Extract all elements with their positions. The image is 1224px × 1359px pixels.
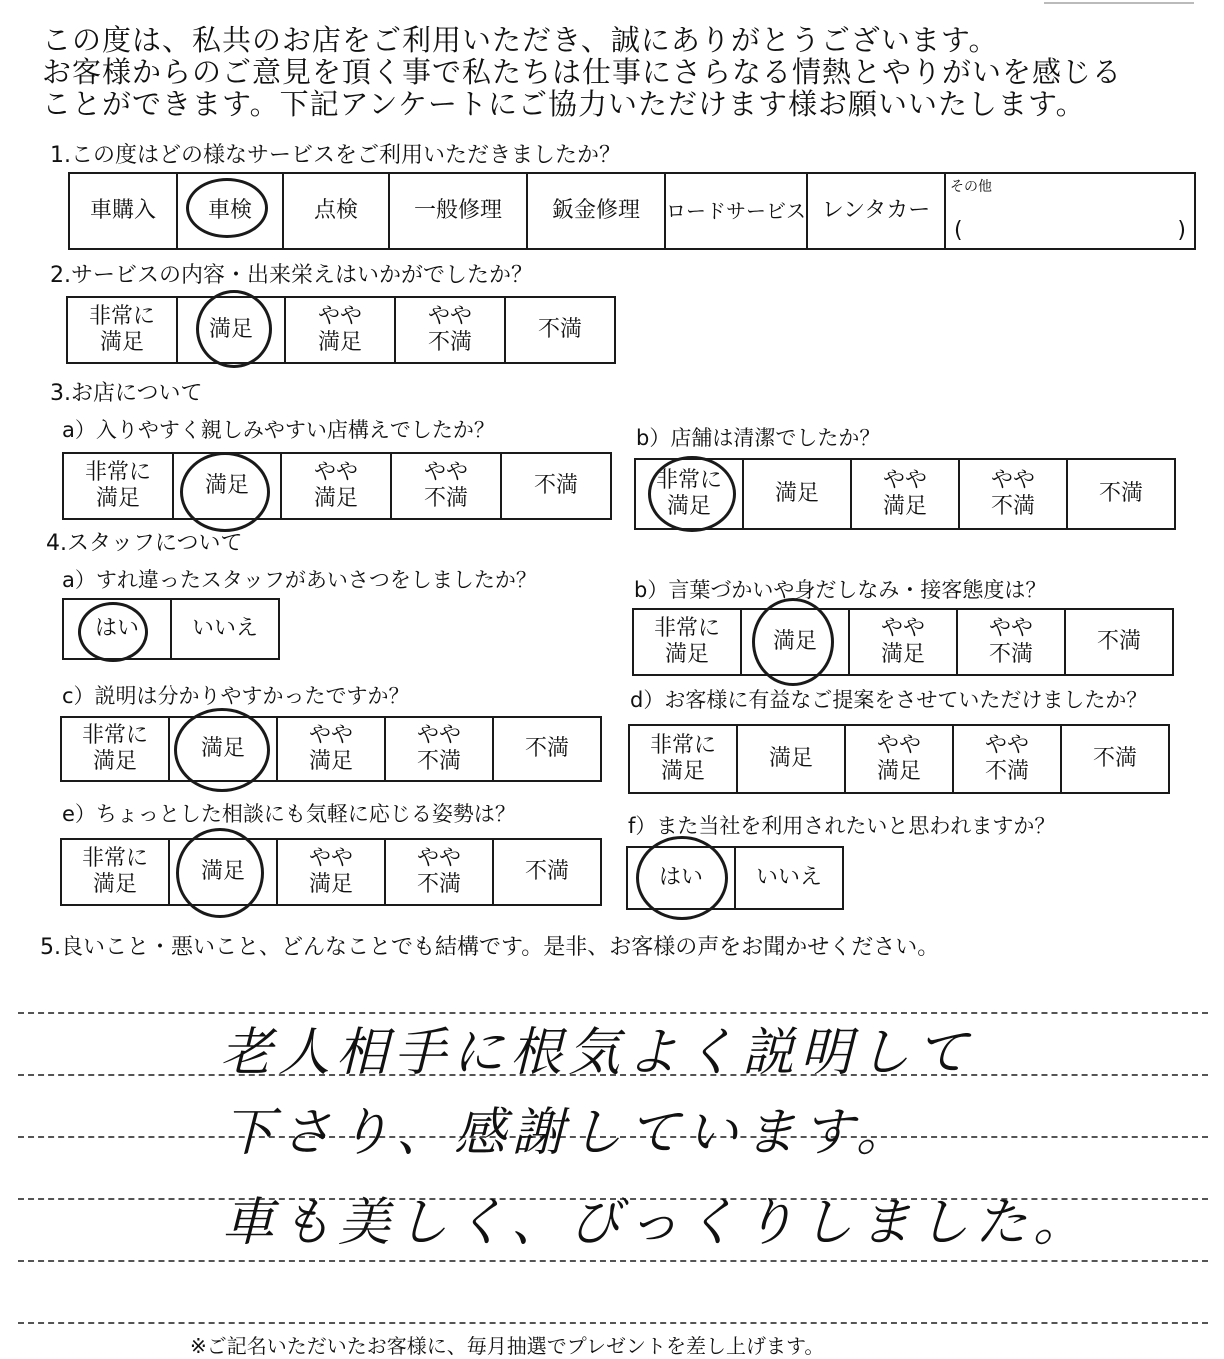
handwritten-answer-line-3: 車も美しく、びっくりしました。 <box>222 1193 1091 1253</box>
q3a-option-dissatisfied[interactable]: 不満 <box>501 453 611 519</box>
q3b-option-satisfied[interactable]: 満足 <box>743 459 851 529</box>
q3a-option-very-satisfied[interactable]: 非常に 満足 <box>63 453 173 519</box>
q4e-option-somewhat-satisfied[interactable]: やや 満足 <box>277 839 385 905</box>
q4e-option-dissatisfied[interactable]: 不満 <box>493 839 601 905</box>
intro-line-3: ことができます。下記アンケートにご協力いただけます様お願いいたします。 <box>42 87 1086 121</box>
q4c-options <box>60 716 602 782</box>
q4b-option-somewhat-dissatisfied[interactable]: やや 不満 <box>957 609 1065 675</box>
q4a-options <box>62 598 280 660</box>
q2-options <box>66 296 616 364</box>
q1-option-general-repair[interactable]: 一般修理 <box>389 173 527 249</box>
q4e-options <box>60 838 602 906</box>
question-3: 3.お店について <box>50 381 203 406</box>
question-3a: a）入りやすく親しみやすい店構えでしたか？ <box>62 418 495 442</box>
q3b-options <box>634 458 1176 530</box>
q1-option-body-repair[interactable]: 鈑金修理 <box>527 173 665 249</box>
q4d-option-very-satisfied[interactable]: 非常に 満足 <box>629 725 737 793</box>
scan-artifact <box>1044 2 1194 4</box>
q4c-option-very-satisfied[interactable]: 非常に 満足 <box>61 717 169 781</box>
q1-other-close-paren: ) <box>1177 218 1186 243</box>
q4a-option-no[interactable]: いいえ <box>171 599 279 659</box>
q4c-option-somewhat-satisfied[interactable]: やや 満足 <box>277 717 385 781</box>
q1-option-road-service[interactable]: ロードサービス <box>665 173 807 249</box>
q3b-option-very-satisfied[interactable]: 非常に 満足 <box>635 459 743 529</box>
q1-option-inspection-shaken[interactable]: 車検 <box>177 173 283 249</box>
q1-option-check[interactable]: 点検 <box>283 173 389 249</box>
q4b-option-somewhat-satisfied[interactable]: やや 満足 <box>849 609 957 675</box>
q1-option-rental-car[interactable]: レンタカー <box>807 173 945 249</box>
q4c-option-dissatisfied[interactable]: 不満 <box>493 717 601 781</box>
question-1: 1.この度はどの様なサービスをご利用いただきましたか？ <box>50 143 621 168</box>
q3a-option-somewhat-satisfied[interactable]: やや 満足 <box>281 453 391 519</box>
q4b-option-satisfied[interactable]: 満足 <box>741 609 849 675</box>
q3a-option-satisfied[interactable]: 満足 <box>173 453 281 519</box>
q4d-options <box>628 724 1170 794</box>
question-5: 5.良いこと・悪いこと、どんなことでも結構です。是非、お客様の声をお聞かせください。 <box>40 935 940 960</box>
question-4c: c）説明は分かりやすかったですか？ <box>62 684 410 708</box>
question-4: 4.スタッフについて <box>46 531 243 556</box>
answer-line-6 <box>18 1322 1208 1324</box>
q4d-option-dissatisfied[interactable]: 不満 <box>1061 725 1169 793</box>
question-2: 2.サービスの内容・出来栄えはいかがでしたか？ <box>50 263 533 288</box>
question-3b: b）店舗は清潔でしたか？ <box>636 426 881 450</box>
question-4f: f）また当社を利用されたいと思われますか？ <box>628 814 1056 838</box>
q1-option-other[interactable] <box>945 173 1195 249</box>
q4c-option-somewhat-dissatisfied[interactable]: やや 不満 <box>385 717 493 781</box>
q4f-option-yes[interactable]: はい <box>627 847 735 909</box>
q4b-option-very-satisfied[interactable]: 非常に 満足 <box>633 609 741 675</box>
q1-option-purchase[interactable]: 車購入 <box>69 173 177 249</box>
q4e-option-somewhat-dissatisfied[interactable]: やや 不満 <box>385 839 493 905</box>
q4c-option-satisfied[interactable]: 満足 <box>169 717 277 781</box>
handwritten-answer-line-2: 下さり、感謝しています。 <box>222 1103 914 1163</box>
q4b-options <box>632 608 1174 676</box>
q2-option-satisfied[interactable]: 満足 <box>177 297 285 363</box>
q1-other-label: その他 <box>950 179 992 195</box>
q4f-options <box>626 846 844 910</box>
question-4d: d）お客様に有益なご提案をさせていただけましたか？ <box>630 688 1148 712</box>
intro-line-1: この度は、私共のお店をご利用いただき、誠にありがとうございます。 <box>42 23 999 57</box>
handwritten-answer-line-1: 老人相手に根気よく説明して <box>220 1023 975 1083</box>
q3b-option-somewhat-satisfied[interactable]: やや 満足 <box>851 459 959 529</box>
q2-option-somewhat-satisfied[interactable]: やや 満足 <box>285 297 395 363</box>
q4d-option-satisfied[interactable]: 満足 <box>737 725 845 793</box>
q4a-option-yes[interactable]: はい <box>63 599 171 659</box>
q4e-option-very-satisfied[interactable]: 非常に 満足 <box>61 839 169 905</box>
q4f-option-no[interactable]: いいえ <box>735 847 843 909</box>
question-4e: e）ちょっとした相談にも気軽に応じる姿勢は？ <box>62 802 516 826</box>
question-4b: b）言葉づかいや身だしなみ・接客態度は？ <box>634 578 1047 602</box>
q3a-option-somewhat-dissatisfied[interactable]: やや 不満 <box>391 453 501 519</box>
q2-option-dissatisfied[interactable]: 不満 <box>505 297 615 363</box>
q2-option-very-satisfied[interactable]: 非常に 満足 <box>67 297 177 363</box>
q3a-options <box>62 452 612 520</box>
q3b-option-somewhat-dissatisfied[interactable]: やや 不満 <box>959 459 1067 529</box>
intro-line-2: お客様からのご意見を頂く事で私たちは仕事にさらなる情熱とやりがいを感じる <box>42 55 1123 89</box>
intro-text <box>42 24 1222 120</box>
q3b-option-dissatisfied[interactable]: 不満 <box>1067 459 1175 529</box>
q4b-option-dissatisfied[interactable]: 不満 <box>1065 609 1173 675</box>
q1-other-open-paren: ( <box>954 218 963 243</box>
q1-other-field[interactable] <box>954 218 1186 244</box>
q4d-option-somewhat-satisfied[interactable]: やや 満足 <box>845 725 953 793</box>
question-4a: a）すれ違ったスタッフがあいさつをしましたか？ <box>62 568 537 592</box>
footer-note: ※ご記名いただいたお客様に、毎月抽選でプレゼントを差し上げます。 <box>190 1334 825 1358</box>
q4e-option-satisfied[interactable]: 満足 <box>169 839 277 905</box>
q2-option-somewhat-dissatisfied[interactable]: やや 不満 <box>395 297 505 363</box>
q4d-option-somewhat-dissatisfied[interactable]: やや 不満 <box>953 725 1061 793</box>
q1-options <box>68 172 1196 250</box>
answer-line-5 <box>18 1260 1208 1262</box>
